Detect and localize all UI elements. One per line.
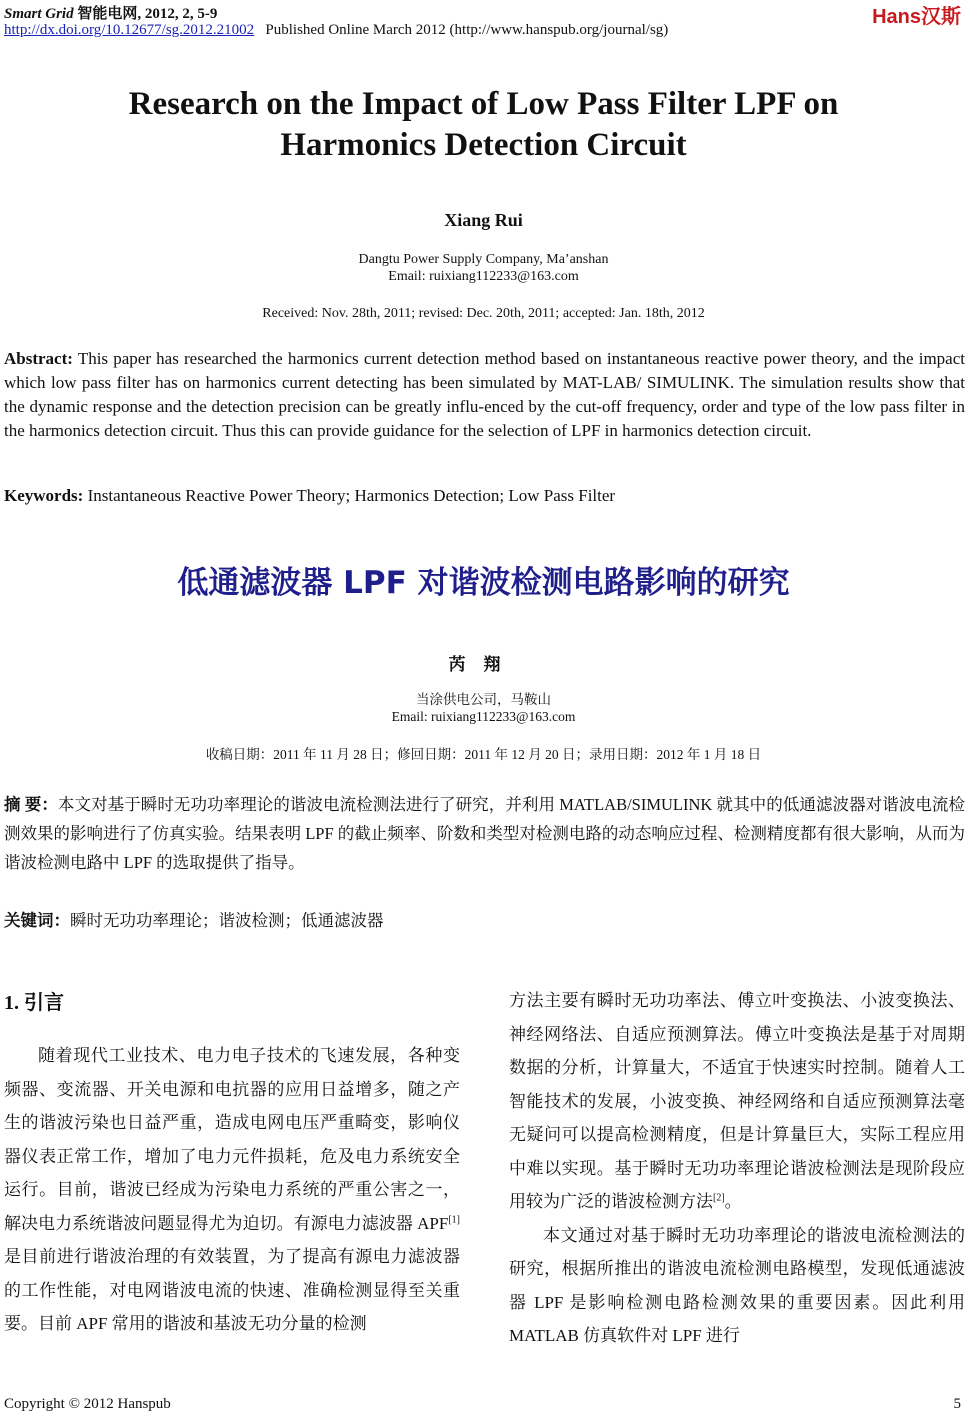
page-number: 5 — [953, 1396, 961, 1412]
journal-volume: , 2012, 2, 5-9 — [137, 6, 218, 22]
published-online: Published Online March 2012 (http://www.hanspub.org/journal/sg) — [265, 22, 669, 38]
paper-title-en — [0, 84, 967, 166]
intro-right-text: 方法主要有瞬时无功功率法、傅立叶变换法、小波变换法、神经网络法、自适应预测算法。傅立叶变换法是基于对周期数据的分析，计算量大，不适宜于快速实时控制。随着人工智能技术的发展，小波变换、神经网络和自适应预测算法毫无疑问可以提高检测精度，但是计算量巨大，实际工程应用中难以实现。基于瞬时无功功率理论谐波检测法是现阶段应用较为广泛的谐波检测方法 — [509, 991, 965, 1211]
email-en: Email: ruixiang112233@163.com — [388, 269, 579, 284]
received-en: Received: Nov. 28th, 2011; revised: Dec. 20th, 2011; accepted: Jan. 18th, 2012 — [262, 306, 705, 321]
keywords-cn-text: 瞬时无功功率理论；谐波检测；低通滤波器 — [70, 911, 384, 930]
keywords-cn — [4, 906, 965, 935]
journal-name-en: Smart Grid — [4, 6, 74, 22]
title-en-line2: Harmonics Detection Circuit — [280, 127, 687, 163]
abstract-cn-label: 摘 要： — [4, 795, 58, 814]
abstract-en-text: This paper has researched the harmonics current detection method based on instantaneous reactive power theory, and the impact which low pass filter has on harmonics current detecting has been simulated by MAT-LAB/ SIMULINK. The simulation results show that the dynamic response and the detection precision can be greatly influ-enced by the cut-off frequency, order and type of the low pass filter in the harmonics detection circuit. Thus this can provide guidance for the selection of LPF in harmonics detection circuit. — [4, 349, 965, 440]
affiliation-cn-text: 当涂供电公司，马鞍山 — [416, 692, 551, 707]
author-en: Xiang Rui — [444, 210, 523, 230]
publisher-logo — [872, 0, 961, 29]
affiliation-en — [0, 251, 967, 285]
journal-header — [4, 2, 217, 23]
intro-right-column — [509, 984, 965, 1353]
email-cn: Email: ruixiang112233@163.com — [391, 709, 576, 724]
doi-link[interactable]: http://dx.doi.org/10.12677/sg.2012.21002 — [4, 22, 255, 38]
section-heading-intro: 1. 引言 — [4, 992, 64, 1014]
abstract-cn-text: 本文对基于瞬时无功功率理论的谐波电流检测法进行了研究，并利用 MATLAB/SIMULINK 就其中的低通滤波器对谐波电流检测效果的影响进行了仿真实验。结果表明 LPF 的截止频率、阶数和类型对检测电路的动态响应过程、检测精度都有很大影响，从而为谐波检测电路中 LPF 的选取提供了指导。 — [4, 795, 966, 872]
keywords-en-label: Keywords: — [4, 486, 84, 505]
abstract-cn — [4, 790, 965, 877]
keywords-cn-label: 关键词： — [4, 911, 70, 930]
intro-right-p2: 本文通过对基于瞬时无功功率理论的谐波电流检测法的研究，根据所推出的谐波电流检测电路模型，发现低通滤波器 LPF 是影响检测电路检测效果的重要因素。因此利用 MATLAB 仿真软件对 LPF 进行 — [509, 1225, 965, 1345]
abstract-en — [4, 347, 965, 443]
received-cn: 收稿日期：2011 年 11 月 28 日；修回日期：2011 年 12 月 20 日；录用日期：2012 年 1 月 18 日 — [205, 747, 762, 762]
logo-text-cn: 汉斯 — [921, 6, 961, 28]
intro-left-column — [4, 1039, 460, 1341]
intro-left-text-tail: 是目前进行谐波治理的有效装置，为了提高有源电力滤波器的工作性能，对电网谐波电流的快速、准确检测显得至关重要。目前 APF 常用的谐波和基波无功分量的检测 — [4, 1247, 460, 1333]
title-en-line1: Research on the Impact of Low Pass Filter LPF on — [128, 86, 839, 122]
affiliation-cn — [0, 691, 967, 725]
citation-2[interactable]: [2] — [713, 1192, 725, 1204]
doi-line — [4, 22, 668, 39]
logo-text-en: Hans — [872, 6, 921, 28]
intro-left-text: 随着现代工业技术、电力电子技术的飞速发展，各种变频器、变流器、开关电源和电抗器的应用日益增多，随之产生的谐波污染也日益严重，造成电网电压严重畸变，影响仪器仪表正常工作，增加了电力元件损耗，危及电力系统安全运行。目前，谐波已经成为污染电力系统的严重公害之一，解决电力系统谐波问题显得尤为迫切。有源电力滤波器 APF — [4, 1046, 460, 1233]
intro-right-text-tail: 。 — [724, 1192, 742, 1211]
paper-title-cn: 低通滤波器 LPF 对谐波检测电路影响的研究 — [177, 565, 790, 601]
journal-name-cn: 智能电网 — [77, 6, 138, 22]
copyright: Copyright © 2012 Hanspub — [4, 1396, 171, 1412]
affiliation-en-text: Dangtu Power Supply Company, Ma’anshan — [358, 252, 609, 267]
keywords-en — [4, 484, 965, 508]
citation-1[interactable]: [1] — [448, 1213, 460, 1225]
intro-right-p1 — [509, 984, 965, 1219]
author-cn: 芮翔 — [448, 655, 519, 674]
abstract-en-label: Abstract: — [4, 349, 73, 368]
keywords-en-text: Instantaneous Reactive Power Theory; Harmonics Detection; Low Pass Filter — [87, 486, 616, 505]
